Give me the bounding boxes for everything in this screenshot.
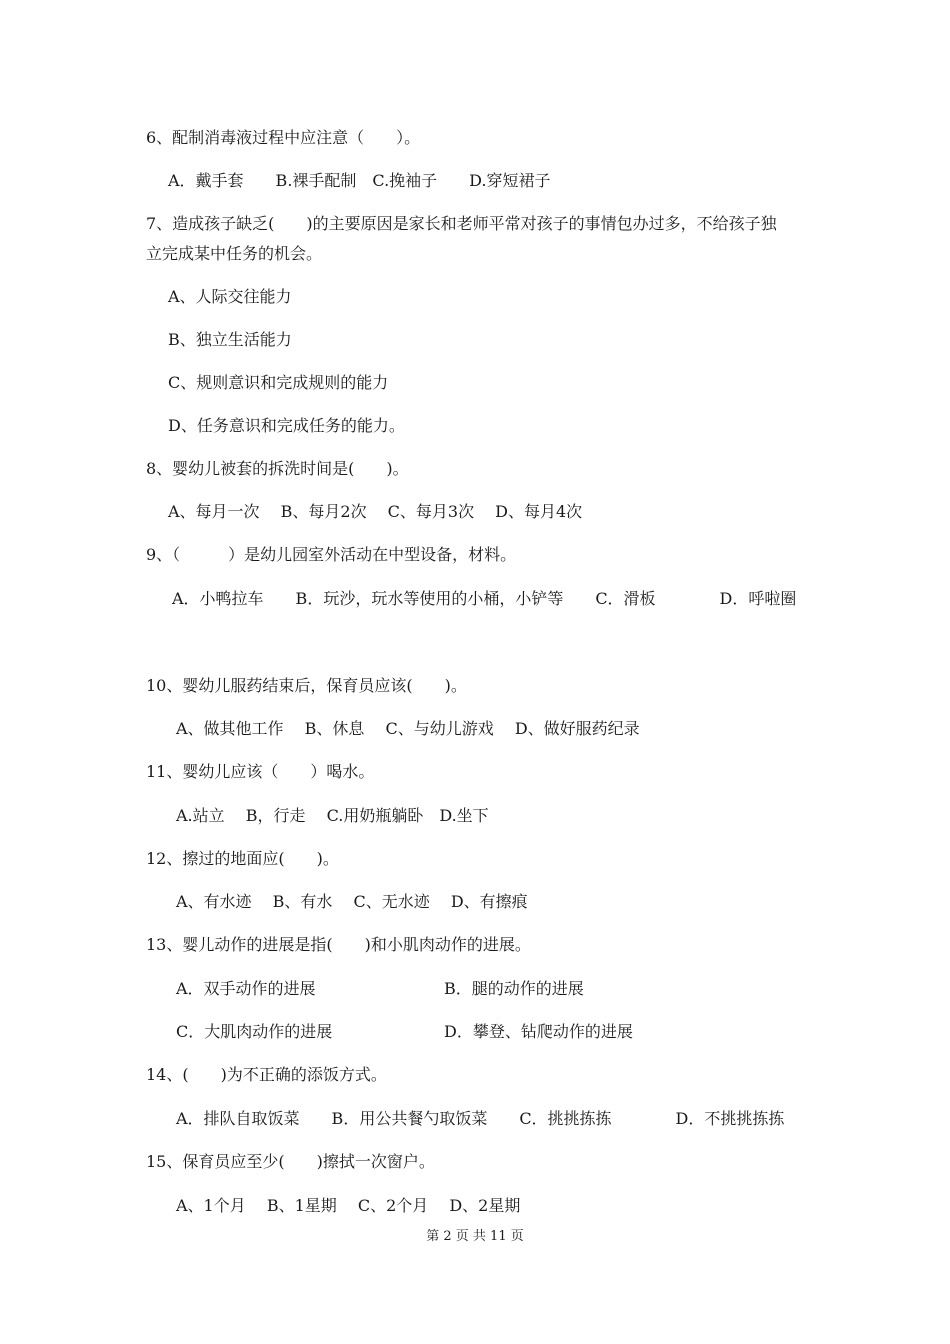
question-8-options: A、每月一次 B、每月2次 C、每月3次 D、每月4次 <box>168 502 583 521</box>
question-12-stem: 12、擦过的地面应( )。 <box>146 849 339 868</box>
question-7-stem-line1: 7、造成孩子缺乏( )的主要原因是家长和老师平常对孩子的事情包办过多，不给孩子独 <box>146 214 777 233</box>
question-13-option-a: A．双手动作的进展 <box>176 979 316 998</box>
question-9-options: A．小鸭拉车 B．玩沙，玩水等使用的小桶，小铲等 C．滑板 D．呼啦圈 <box>172 589 797 608</box>
page-footer: 第 2 页 共 11 页 <box>426 1229 524 1244</box>
question-10-options: A、做其他工作 B、休息 C、与幼儿游戏 D、做好服药纪录 <box>176 719 640 738</box>
question-15-options: A、1个月 B、1星期 C、2个月 D、2星期 <box>176 1196 521 1215</box>
question-12-options: A、有水迹 B、有水 C、无水迹 D、有擦痕 <box>176 892 528 911</box>
question-14-options: A．排队自取饭菜 B．用公共餐勺取饭菜 C．挑挑拣拣 D．不挑挑拣拣 <box>176 1109 785 1128</box>
question-13-option-c: C．大肌肉动作的进展 <box>176 1022 333 1041</box>
question-14-stem: 14、( )为不正确的添饭方式。 <box>146 1065 387 1084</box>
question-13-stem: 13、婴儿动作的进展是指( )和小肌肉动作的进展。 <box>146 935 531 954</box>
question-7-option-d: D、任务意识和完成任务的能力。 <box>168 416 405 435</box>
question-13-option-b: B．腿的动作的进展 <box>444 979 584 998</box>
question-15-stem: 15、保育员应至少( )擦拭一次窗户。 <box>146 1152 435 1171</box>
question-8-stem: 8、婴幼儿被套的拆洗时间是( )。 <box>146 459 409 478</box>
question-13-option-d: D．攀登、钻爬动作的进展 <box>444 1022 633 1041</box>
question-7-stem-line2: 立完成某中任务的机会。 <box>146 244 323 263</box>
question-6-stem: 6、配制消毒液过程中应注意（ ）。 <box>146 128 421 147</box>
question-7-option-b: B、独立生活能力 <box>168 330 292 349</box>
question-9-stem: 9、（ ）是幼儿园室外活动在中型设备，材料。 <box>146 545 517 564</box>
question-11-options: A.站立 B，行走 C.用奶瓶躺卧 D.坐下 <box>176 806 489 825</box>
question-6-options: A．戴手套 B.裸手配制 C.挽袖子 D.穿短裙子 <box>168 171 551 190</box>
question-7-option-c: C、规则意识和完成规则的能力 <box>168 373 389 392</box>
question-11-stem: 11、婴幼儿应该（ ）喝水。 <box>146 762 375 781</box>
question-10-stem: 10、婴幼儿服药结束后，保育员应该( )。 <box>146 676 467 695</box>
question-7-option-a: A、人际交往能力 <box>168 287 292 306</box>
